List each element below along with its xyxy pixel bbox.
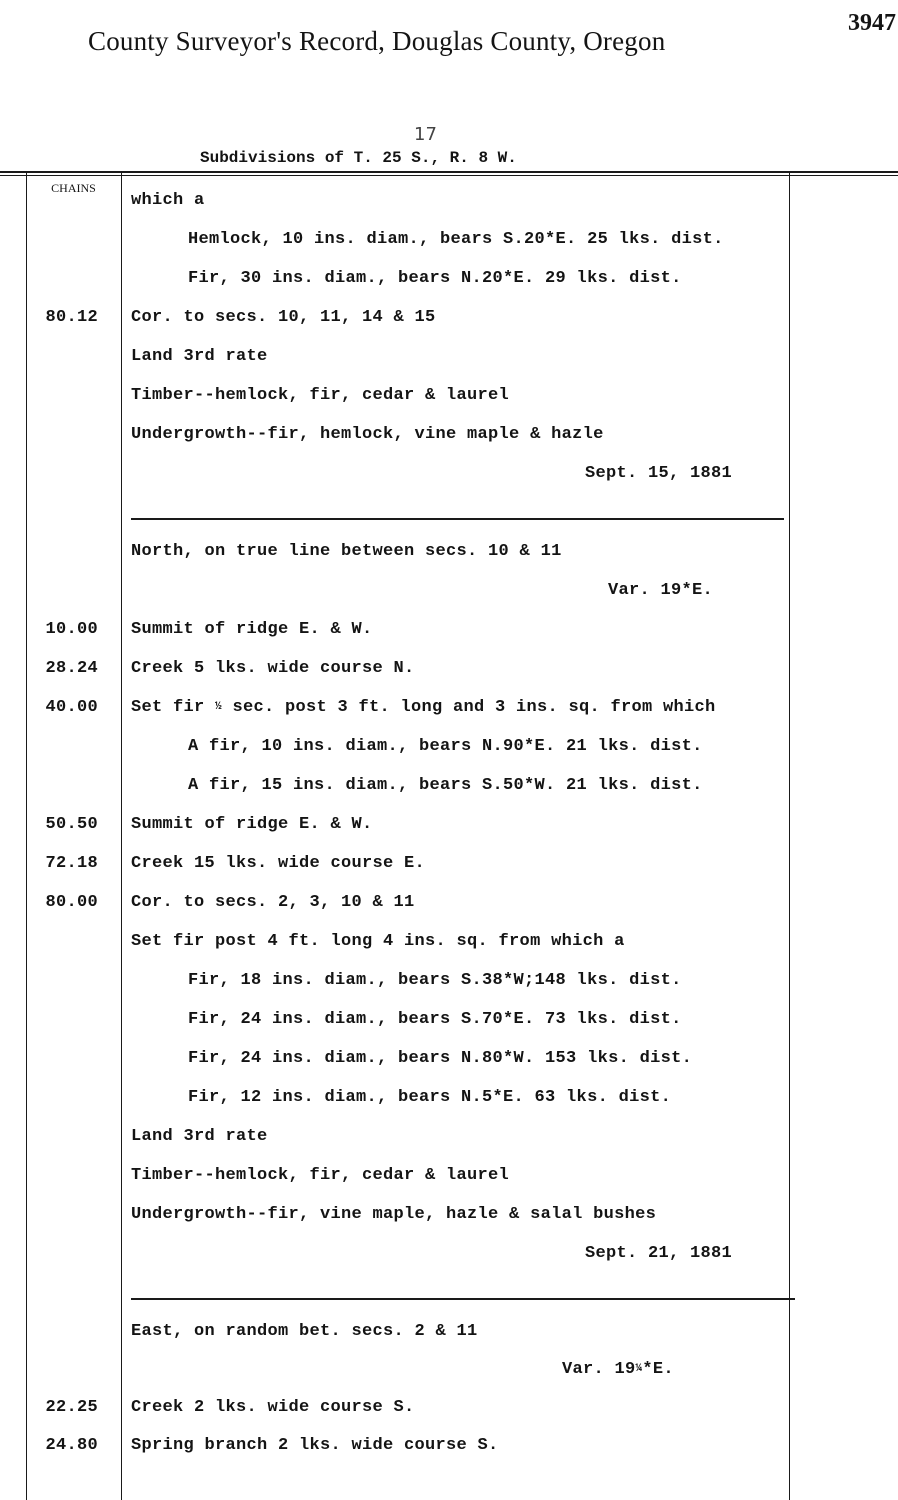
table-row bbox=[0, 1436, 898, 1475]
entry-text: Land 3rd rate bbox=[131, 1127, 268, 1146]
table-row bbox=[0, 698, 898, 737]
entry-text: Fir, 12 ins. diam., bears N.5*E. 63 lks. dist. bbox=[188, 1088, 672, 1107]
entry-text: Fir, 24 ins. diam., bears N.80*W. 153 lks. dist. bbox=[188, 1049, 693, 1068]
entry-text: East, on random bet. secs. 2 & 11 bbox=[131, 1322, 478, 1341]
section-subtitle: Subdivisions of T. 25 S., R. 8 W. bbox=[200, 149, 517, 167]
section-divider bbox=[131, 518, 784, 520]
entry-text: Summit of ridge E. & W. bbox=[131, 620, 373, 639]
table-row bbox=[0, 620, 898, 659]
table-row bbox=[0, 1049, 898, 1088]
entry-text-part: *E. bbox=[642, 1360, 674, 1379]
table-row bbox=[0, 1360, 898, 1399]
entry-text-part: sec. post 3 ft. long and 3 ins. sq. from which bbox=[232, 698, 716, 717]
table-row bbox=[0, 347, 898, 386]
entry-date: Sept. 21, 1881 bbox=[585, 1244, 733, 1263]
entry-text: Fir, 30 ins. diam., bears N.20*E. 29 lks. dist. bbox=[188, 269, 682, 288]
table-row bbox=[0, 1010, 898, 1049]
entry-text: Timber--hemlock, fir, cedar & laurel bbox=[131, 386, 510, 405]
chain-value: 28.24 bbox=[45, 659, 98, 678]
table-row bbox=[0, 815, 898, 854]
table-row bbox=[0, 1322, 898, 1361]
table-row bbox=[0, 1244, 898, 1283]
chain-value: 40.00 bbox=[45, 698, 98, 717]
entry-text: A fir, 15 ins. diam., bears S.50*W. 21 lks. dist. bbox=[188, 776, 703, 795]
entry-text: Set fir post 4 ft. long 4 ins. sq. from which a bbox=[131, 932, 625, 951]
table-row bbox=[0, 269, 898, 308]
chains-column-header: CHAINS bbox=[51, 181, 96, 195]
top-rule-inner bbox=[0, 175, 898, 176]
entry-text: Fir, 18 ins. diam., bears S.38*W;148 lks. dist. bbox=[188, 971, 682, 990]
entry-text: Summit of ridge E. & W. bbox=[131, 815, 373, 834]
table-row bbox=[0, 1166, 898, 1205]
table-row bbox=[0, 776, 898, 815]
entry-text: North, on true line between secs. 10 & 11 bbox=[131, 542, 562, 561]
entry-date: Sept. 15, 1881 bbox=[585, 464, 733, 483]
chain-value: 72.18 bbox=[45, 854, 98, 873]
entry-text: Timber--hemlock, fir, cedar & laurel bbox=[131, 1166, 510, 1185]
table-row bbox=[0, 1088, 898, 1127]
table-row bbox=[0, 308, 898, 347]
variation-text bbox=[562, 1360, 674, 1379]
entry-text: Undergrowth--fir, hemlock, vine maple & hazle bbox=[131, 425, 604, 444]
section-divider bbox=[131, 1298, 795, 1300]
table-row bbox=[0, 854, 898, 893]
entry-text: Cor. to secs. 10, 11, 14 & 15 bbox=[131, 308, 436, 327]
table-row bbox=[0, 230, 898, 269]
table-row bbox=[0, 932, 898, 971]
chain-value: 50.50 bbox=[45, 815, 98, 834]
page-title: County Surveyor's Record, Douglas County, Oregon bbox=[88, 26, 666, 56]
table-row bbox=[0, 659, 898, 698]
table-row bbox=[0, 464, 898, 503]
table-row bbox=[0, 581, 898, 620]
table-row bbox=[0, 971, 898, 1010]
entry-text: Creek 15 lks. wide course E. bbox=[131, 854, 426, 873]
table-row bbox=[0, 542, 898, 581]
entry-text: Hemlock, 10 ins. diam., bears S.20*E. 25 lks. dist. bbox=[188, 230, 724, 249]
fraction: ¼ bbox=[635, 1363, 643, 1375]
entry-text: Spring branch 2 lks. wide course S. bbox=[131, 1436, 499, 1455]
chain-value: 22.25 bbox=[45, 1398, 98, 1417]
chain-value: 80.00 bbox=[45, 893, 98, 912]
fraction: ½ bbox=[215, 701, 222, 713]
entry-text: Undergrowth--fir, vine maple, hazle & salal bushes bbox=[131, 1205, 657, 1224]
table-row bbox=[0, 893, 898, 932]
table-row bbox=[0, 386, 898, 425]
entry-text: Cor. to secs. 2, 3, 10 & 11 bbox=[131, 893, 415, 912]
table-row bbox=[0, 737, 898, 776]
page-number: 3947 bbox=[848, 10, 896, 36]
entry-text-part: Var. 19 bbox=[562, 1360, 636, 1379]
entry-text: Land 3rd rate bbox=[131, 347, 268, 366]
table-row bbox=[0, 191, 898, 230]
table-row bbox=[0, 1398, 898, 1437]
top-rule bbox=[0, 171, 898, 173]
entry-text-part: Set fir bbox=[131, 698, 205, 717]
entry-text bbox=[131, 698, 716, 717]
table-row bbox=[0, 1205, 898, 1244]
entry-text: Fir, 24 ins. diam., bears S.70*E. 73 lks. dist. bbox=[188, 1010, 682, 1029]
entry-text: A fir, 10 ins. diam., bears N.90*E. 21 lks. dist. bbox=[188, 737, 703, 756]
table-row bbox=[0, 425, 898, 464]
entry-text: Creek 2 lks. wide course S. bbox=[131, 1398, 415, 1417]
handwritten-number: 17 bbox=[414, 124, 437, 145]
chain-value: 24.80 bbox=[45, 1436, 98, 1455]
chain-value: 80.12 bbox=[45, 308, 98, 327]
table-row bbox=[0, 1127, 898, 1166]
entry-text: which a bbox=[131, 191, 205, 210]
variation-text: Var. 19*E. bbox=[608, 581, 714, 600]
entry-text: Creek 5 lks. wide course N. bbox=[131, 659, 415, 678]
chain-value: 10.00 bbox=[45, 620, 98, 639]
